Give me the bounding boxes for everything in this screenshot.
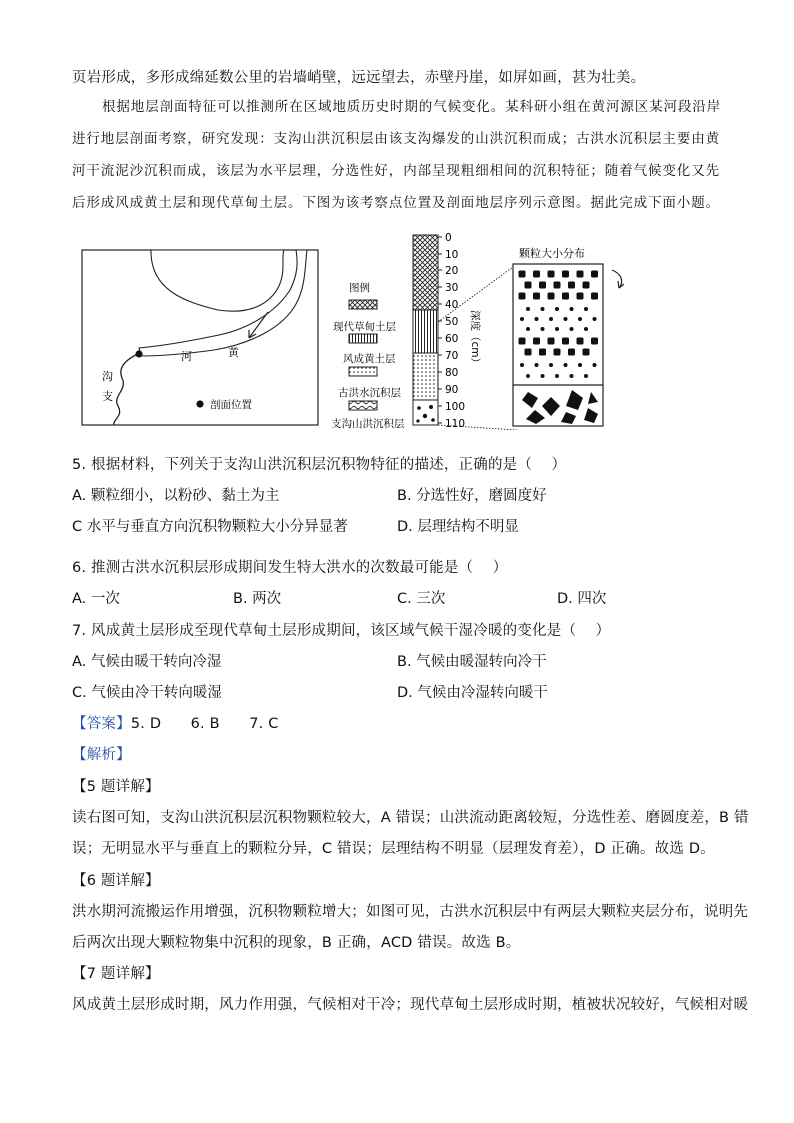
detail-7-line: 风成黄土层形成时期，风力作用强，气候相对干冷；现代草甸土层形成时期，植被状况较好，气候相对暖	[72, 997, 749, 1013]
q5-option-d[interactable]: D. 层理结构不明显	[397, 519, 519, 535]
fine-grain	[593, 317, 597, 321]
depth-tick: 70	[445, 350, 459, 362]
question-6-stem: 6. 推测古洪水沉积层形成期间发生特大洪水的次数最可能是（ ）	[72, 560, 508, 576]
fine-grain	[555, 327, 559, 331]
fine-grain	[578, 317, 582, 321]
fine-grain	[578, 363, 582, 367]
grain-title: 颗粒大小分布	[519, 247, 585, 260]
depth-tick: 20	[445, 265, 459, 277]
profile-figure	[0, 230, 794, 430]
river-label-1: 河	[181, 350, 192, 363]
coarse-grain	[591, 338, 598, 345]
coarse-grain	[533, 338, 540, 345]
q6-option-a[interactable]: A. 一次	[72, 591, 120, 607]
coarse-grain	[562, 271, 569, 278]
depth-tick: 40	[445, 299, 459, 311]
legend-item-flood: 古洪水沉积层	[338, 387, 401, 399]
depth-tick: 10	[445, 249, 459, 261]
detail-6-line: 后两次出现大颗粒物集中沉积的现象，B 正确，ACD 错误。故选 B。	[72, 935, 521, 951]
fine-grain	[526, 374, 530, 378]
q7-option-d[interactable]: D. 气候由冷湿转向暖干	[397, 685, 548, 701]
fine-grain	[535, 363, 539, 367]
fine-grain	[570, 307, 574, 311]
profile-legend-dot	[196, 400, 203, 407]
intro-line: 页岩形成，多形成绵延数公里的岩墙峭壁，远远望去，赤壁丹崖，如屏如画，甚为壮美。	[72, 70, 646, 86]
layer-paleoflood	[413, 353, 438, 400]
detail-6-line: 洪水期河流搬运作用增强，沉积物颗粒增大；如图可见，古洪水沉积层中有两层大颗粒夹层分布，说明先	[72, 904, 749, 920]
fine-grain	[541, 374, 545, 378]
coarse-grain	[577, 293, 584, 300]
coarse-grain	[533, 293, 540, 300]
coarse-grain	[548, 338, 555, 345]
fine-grain	[520, 363, 524, 367]
q5-option-c[interactable]: C 水平与垂直方向沉积物颗粒大小分异显著	[72, 519, 348, 535]
fine-grain	[535, 317, 539, 321]
branch-label-1: 沟	[102, 370, 113, 383]
coarse-grain	[583, 349, 590, 356]
depth-tick: 50	[445, 316, 459, 328]
coarse-grain	[554, 349, 561, 356]
fine-grain	[549, 317, 553, 321]
legend-title: 图例	[349, 282, 370, 294]
fine-grain	[549, 363, 553, 367]
detail-6-tag: 【6 题详解】	[72, 873, 160, 889]
coarse-grain	[548, 293, 555, 300]
depth-tick: 80	[445, 367, 459, 379]
coarse-grain	[577, 338, 584, 345]
answer-tag: 【答案】	[72, 716, 131, 732]
detail-5-tag: 【5 题详解】	[72, 779, 160, 795]
coarse-grain	[554, 282, 561, 289]
strata-column	[413, 232, 517, 430]
location-map	[82, 250, 318, 425]
fine-grain	[564, 363, 568, 367]
analysis-tag: 【解析】	[72, 747, 131, 763]
q7-option-a[interactable]: A. 气候由暖干转向冷湿	[72, 654, 222, 670]
coarse-grain	[548, 271, 555, 278]
fine-grain	[570, 374, 574, 378]
coarse-grain	[562, 338, 569, 345]
legend	[331, 281, 405, 430]
legend-item-mountain-flood: 支沟山洪沉积层	[331, 418, 405, 430]
coarse-grain	[519, 338, 526, 345]
detail-5-line: 读右图可知，支沟山洪沉积层沉积物颗粒较大，A 错误；山洪流动距离较短，分选性差、磨圆度差，B 错	[72, 810, 749, 826]
coarse-grain	[583, 282, 590, 289]
depth-tick: 0	[445, 232, 452, 244]
layer-meadow	[413, 235, 438, 310]
fine-grain	[584, 374, 588, 378]
branch-label-2: 支	[102, 390, 113, 403]
material-text: 根据地层剖面特征可以推测所在区域地质历史时期的气候变化。某科研小组在黄河源区某河段沿岸进行地层剖面考察，研究发现：支沟山洪沉积层由该支沟爆发的山洪沉积而成；古洪水沉积层主要由黄河干流泥沙沉积而成，该层为水平层理，分选性好，内部呈现粗细相间的沉积特征；随着气候变化又先后形成风成黄土层和现代草甸土层。下图为该考察点位置及剖面地层序列示意图。据此完成下面小题。	[72, 99, 722, 211]
coarse-grain	[568, 349, 575, 356]
coarse-grain	[539, 349, 546, 356]
fine-grain	[593, 363, 597, 367]
question-7-stem: 7. 风成黄土层形成至现代草甸土层形成期间，该区域气候干湿冷暖的变化是（ ）	[72, 623, 611, 639]
river-label-2: 黄	[228, 346, 239, 359]
answer-text: 5. D 6. B 7. C	[130, 716, 279, 732]
q6-option-b[interactable]: B. 两次	[233, 591, 282, 607]
coarse-grain	[591, 293, 598, 300]
layer-loess	[413, 310, 438, 353]
fine-grain	[541, 307, 545, 311]
q7-option-b[interactable]: B. 气候由暖湿转向冷干	[397, 654, 547, 670]
coarse-grain	[591, 271, 598, 278]
material-paragraph	[72, 91, 722, 219]
coarse-grain	[533, 271, 540, 278]
fine-grain	[555, 307, 559, 311]
fine-grain	[541, 327, 545, 331]
fine-grain	[584, 327, 588, 331]
coarse-grain	[568, 282, 575, 289]
depth-tick: 90	[445, 384, 459, 396]
coarse-grain	[562, 293, 569, 300]
fine-grain	[520, 317, 524, 321]
q6-option-c[interactable]: C. 三次	[397, 591, 446, 607]
depth-tick: 30	[445, 282, 459, 294]
depth-tick: 110	[445, 418, 466, 430]
profile-point	[135, 350, 142, 357]
detail-5-line: 误；无明显水平与垂直上的颗粒分异，C 错误；层理结构不明显（层理发育差），D 正确。故选 D。	[72, 841, 715, 857]
answer-line	[72, 712, 279, 733]
fine-grain	[526, 307, 530, 311]
coarse-grain	[525, 282, 532, 289]
fine-grain	[564, 317, 568, 321]
coarse-grain	[525, 349, 532, 356]
fine-grain	[526, 327, 530, 331]
coarse-grain	[577, 271, 584, 278]
depth-tick: 100	[445, 401, 466, 413]
q6-option-d[interactable]: D. 四次	[557, 591, 607, 607]
depth-tick: 60	[445, 333, 459, 345]
fine-grain	[555, 374, 559, 378]
curved-arrow	[612, 270, 622, 288]
fine-grain	[584, 307, 588, 311]
depth-axis-label: 深度（cm）	[469, 310, 481, 369]
coarse-grain	[519, 293, 526, 300]
q5-option-b[interactable]: B. 分选性好，磨圆度好	[397, 488, 547, 504]
question-5-stem: 5. 根据材料，下列关于支沟山洪沉积层沉积物特征的描述，正确的是（ ）	[72, 457, 567, 473]
q5-option-a[interactable]: A. 颗粒细小，以粉砂、黏土为主	[72, 488, 280, 504]
grain-size-panel	[513, 246, 624, 426]
legend-item-meadow: 现代草甸土层	[333, 321, 396, 333]
fine-grain	[570, 327, 574, 331]
coarse-grain	[519, 271, 526, 278]
q7-option-c[interactable]: C. 气候由冷干转向暖湿	[72, 685, 222, 701]
detail-7-tag: 【7 题详解】	[72, 966, 160, 982]
coarse-grain	[539, 282, 546, 289]
legend-item-loess: 风成黄土层	[343, 353, 396, 365]
profile-position-label: 剖面位置	[210, 399, 252, 411]
